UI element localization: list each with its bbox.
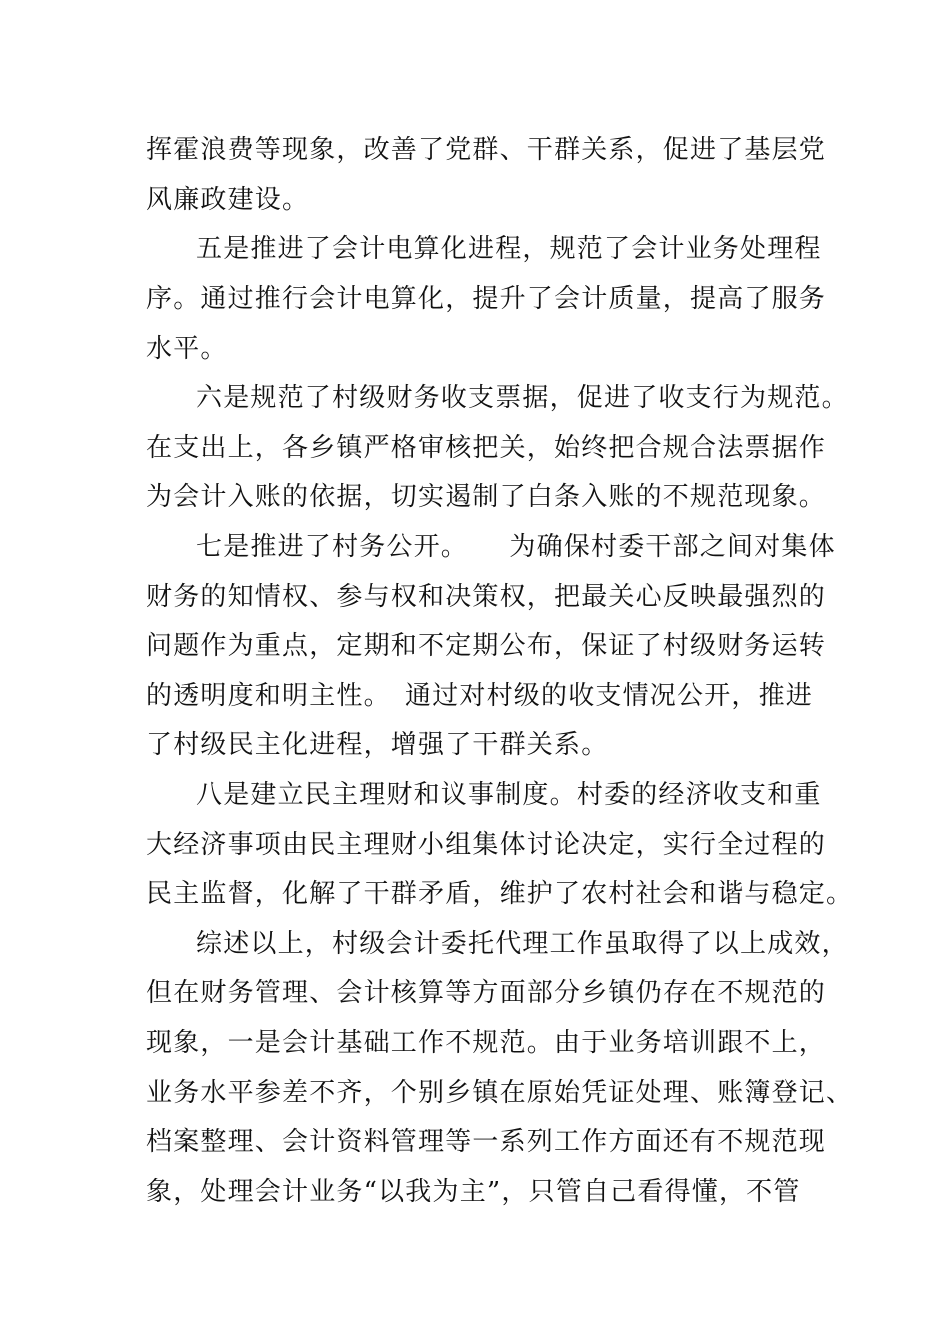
text-line: 问题作为重点，定期和不定期公布，保证了村级财务运转: [146, 631, 827, 661]
text-line: 民主监督，化解了干群矛盾，维护了农村社会和谐与稳定。: [146, 879, 854, 909]
text-line: 但在财务管理、会计核算等方面部分乡镇仍存在不规范的: [146, 978, 827, 1008]
text-line: 风廉政建设。: [146, 185, 310, 215]
text-line: 八是建立民主理财和议事制度。村委的经济收支和重: [196, 780, 822, 810]
text-line: 大经济事项由民主理财小组集体讨论决定，实行全过程的: [146, 830, 827, 860]
text-line: 的透明度和明主性。 通过对村级的收支情况公开，推进: [146, 681, 814, 711]
text-line: 财务的知情权、参与权和决策权，把最关心反映最强烈的: [146, 582, 827, 612]
text-line: 象，处理会计业务“以我为主”，只管自己看得懂，不管: [146, 1177, 801, 1207]
text-line: 为会计入账的依据，切实遏制了白条入账的不规范现象。: [146, 482, 827, 512]
text-line: 六是规范了村级财务收支票据，促进了收支行为规范。: [196, 383, 849, 413]
text-line: 档案整理、会计资料管理等一系列工作方面还有不规范现: [146, 1127, 827, 1157]
text-line: 水平。: [146, 334, 228, 364]
text-line: 现象，一是会计基础工作不规范。由于业务培训跟不上，: [146, 1028, 827, 1058]
text-line: 序。通过推行会计电算化，提升了会计质量，提高了服务: [146, 284, 827, 314]
text-line: 五是推进了会计电算化进程，规范了会计业务处理程: [196, 234, 822, 264]
text-line: 七是推进了村务公开。 为确保村委干部之间对集体: [196, 532, 836, 562]
text-line: 在支出上，各乡镇严格审核把关，始终把合规合法票据作: [146, 433, 827, 463]
text-line: 挥霍浪费等现象，改善了党群、干群关系，促进了基层党: [146, 135, 827, 165]
text-line: 综述以上，村级会计委托代理工作虽取得了以上成效，: [196, 929, 849, 959]
text-line: 业务水平参差不齐，个别乡镇在原始凭证处理、账簿登记、: [146, 1078, 854, 1108]
text-line: 了村级民主化进程，增强了干群关系。: [146, 730, 609, 760]
